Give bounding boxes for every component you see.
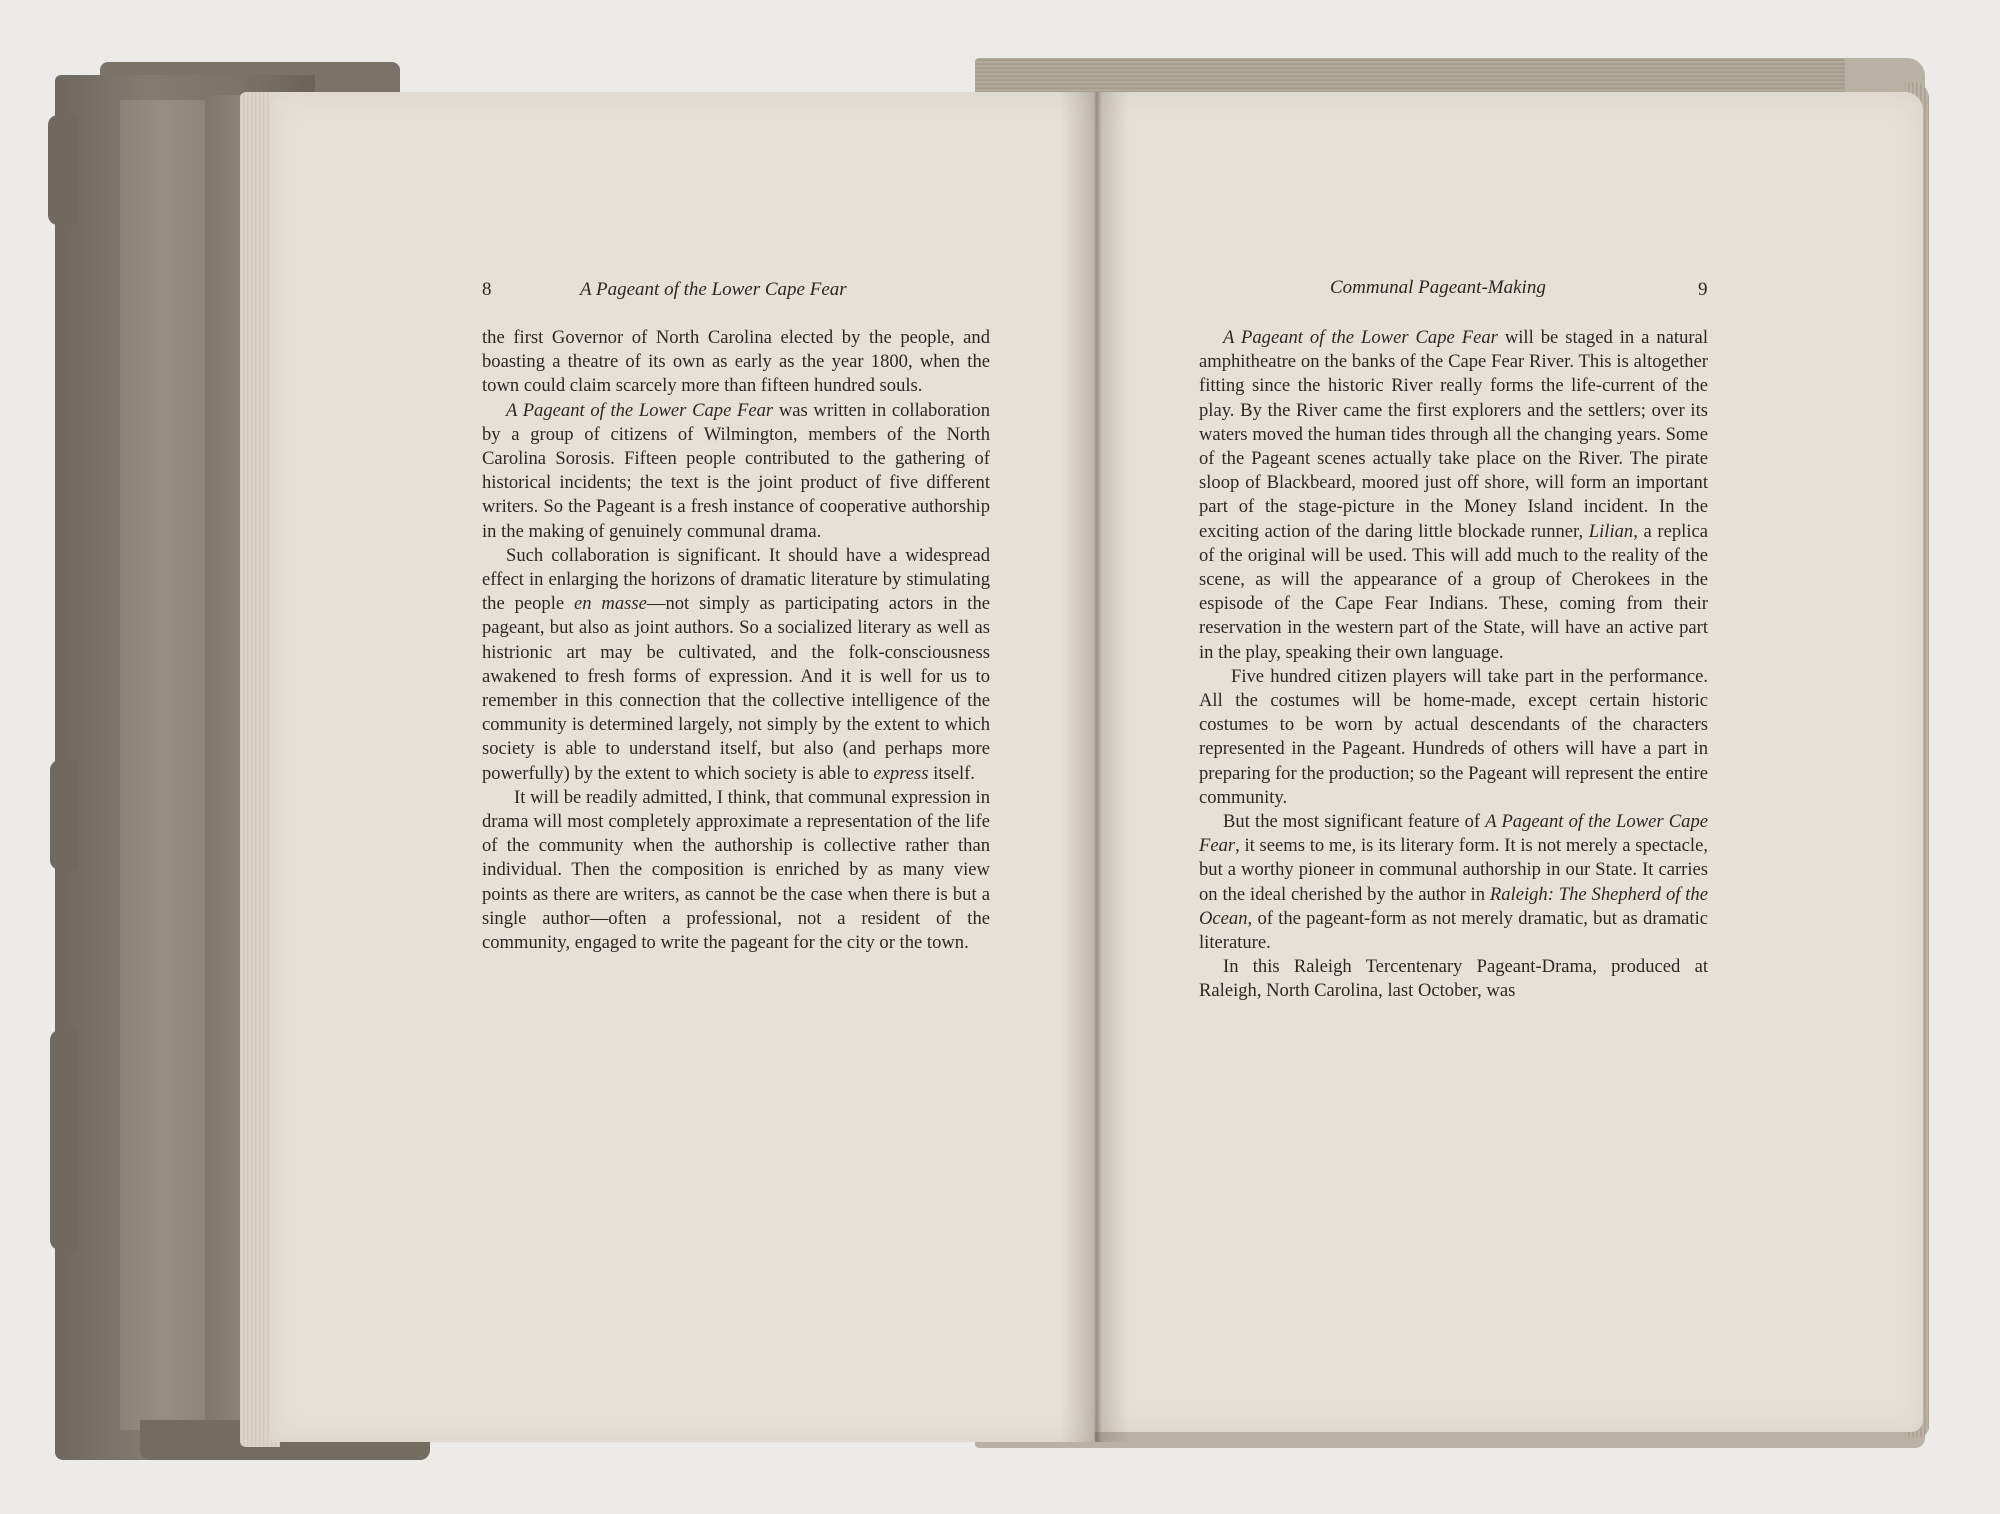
text-run: —not simply as participating actors in the pageant, but also as joint authors. So a socialized literary as well as histrionic art may be cultivated, and the folk-consciousness awakened to fresh forms of expression. And it is well for us to remember in this connection that the collective intelligence of the community is determined largely, not simply by the extent to which society is able to understand itself, but also (and perhaps more powerfully) by the extent to which society is able to bbox=[482, 593, 990, 784]
paragraph bbox=[482, 399, 990, 544]
cover-hinge-strip bbox=[205, 95, 245, 1435]
text-run: was written in collaboration by a group of citizens of Wilmington, members of the North Carolina Sorosis. Fifteen people contributed to the gathering of historical incidents; the text is the joint product of five different writers. So the Pageant is a fresh instance of cooperative authorship in the making of genuinely communal drama. bbox=[482, 399, 990, 542]
text-run-italic: en masse bbox=[574, 593, 647, 615]
cover-chip bbox=[50, 760, 78, 870]
text-run: , it seems to me, is its literary form. It is not merely a spectacle, but a worthy pioneer in communal authorship in our State. It carries on the ideal cherished by the author in bbox=[1199, 835, 1708, 905]
text-run: , a replica of the original will be used. This will add much to the reality of the scene, as will the appearance of a group of Cherokees in the espisode of the Cape Fear Indians. These, coming from their reservation in the western part of the State, will have an active part in the play, speaking their own language. bbox=[1199, 520, 1708, 663]
text-run: In this Raleigh Tercentenary Pageant-Drama, produced at Raleigh, North Carolina, last October, was bbox=[1199, 956, 1708, 1002]
text-run: the first Governor of North Carolina elected by the people, and boasting a theatre of its own as early as the year 1800, when the town could claim scarcely more than fifteen hundred souls. bbox=[482, 327, 990, 397]
paragraph bbox=[482, 326, 990, 399]
text-run: Five hundred citizen players will take part in the performance. All the costumes will be home-made, except certain historic costumes to be worn by actual descendants of the characters represented in the Pageant. Hundreds of others will have a part in preparing for the production; so the Pageant will represent the entire community. bbox=[1199, 665, 1708, 808]
book-gutter bbox=[1060, 92, 1130, 1442]
cover-chip bbox=[50, 1030, 78, 1250]
text-run-italic: A Pageant of the Lower Cape Fear bbox=[1199, 811, 1708, 857]
text-run: , of the pageant-form as not merely dramatic, but as dramatic literature. bbox=[1199, 907, 1708, 954]
text-run: Such collaboration is significant. It should have a widespread effect in enlarging the horizons of dramatic literature by stimulating the people bbox=[482, 544, 990, 615]
text-run-italic: Raleigh: The Shepherd of the Ocean bbox=[1199, 883, 1708, 929]
paragraph bbox=[1199, 810, 1708, 955]
paragraph bbox=[1199, 955, 1708, 1003]
text-run-italic: A Pageant of the Lower Cape Fear bbox=[1223, 327, 1498, 348]
left-running-head: A Pageant of the Lower Cape Fear bbox=[580, 279, 847, 300]
text-run: But the most significant feature of bbox=[1223, 811, 1486, 833]
right-page-number: 9 bbox=[1698, 279, 1708, 300]
paragraph bbox=[1199, 326, 1708, 665]
text-run: itself. bbox=[928, 762, 975, 784]
right-page-text bbox=[1199, 326, 1708, 1004]
text-run-italic: A Pageant of the Lower Cape Fear bbox=[506, 399, 774, 421]
left-page-number: 8 bbox=[482, 279, 492, 300]
right-running-head: Communal Pageant-Making bbox=[1330, 277, 1546, 298]
cover-chip bbox=[48, 115, 78, 225]
paragraph bbox=[482, 786, 990, 955]
paragraph bbox=[1199, 665, 1708, 810]
left-page-text bbox=[482, 326, 990, 955]
text-run: It will be readily admitted, I think, that communal expression in drama will most completely approximate a representation of the life of the community when the authorship is collective rather than individual. Then the composition is enriched by as many view points as there are writers, as cannot be the case when there is but a single author—often a professional, not a resident of the community, engaged to write the pageant for the city or the town. bbox=[482, 786, 990, 954]
text-run-italic: Lilian bbox=[1588, 520, 1634, 542]
text-run: will be staged in a natural amphitheatre on the banks of the Cape Fear River. This is altogether fitting since the historic River really forms the life-current of the play. By the River came the first explorers and the settlers; over its waters moved the human tides through all the changing years. Some of the Pageant scenes actually take place on the River. The pirate sloop of Blackbeard, moored just off shore, will form an important part of the stage-picture in the Money Island incident. In the exciting action of the daring little blockade runner, bbox=[1199, 327, 1708, 542]
text-run-italic: express bbox=[873, 762, 929, 784]
cover-spine-strip bbox=[120, 100, 210, 1430]
paragraph bbox=[482, 544, 990, 786]
